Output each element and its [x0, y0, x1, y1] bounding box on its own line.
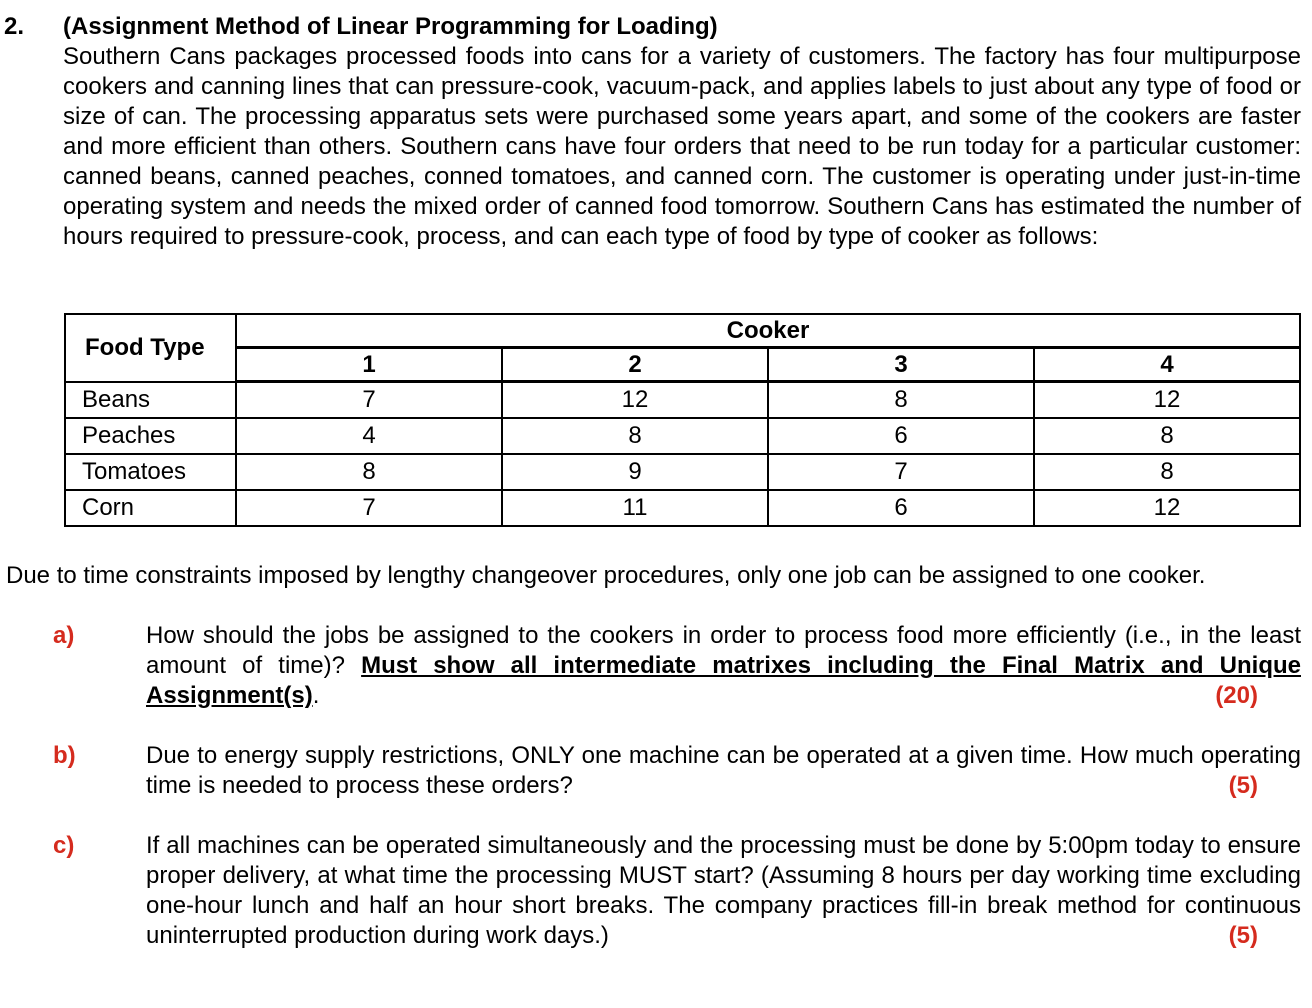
hours-cell: 7 — [768, 454, 1034, 490]
cooker-column-3: 3 — [768, 348, 1034, 382]
hours-cell: 8 — [1034, 418, 1300, 454]
hours-cell: 9 — [502, 454, 768, 490]
food-name: Peaches — [65, 418, 236, 454]
part-a-marks: (20) — [1215, 682, 1258, 709]
part-a — [0, 621, 1312, 711]
part-b-marks: (5) — [1228, 772, 1258, 799]
table-row — [65, 490, 1300, 526]
constraint-statement: Due to time constraints imposed by lengthy changeover procedures, only one job can be assigned to one cooker. — [6, 562, 1206, 589]
part-c — [0, 831, 1312, 951]
cooker-hours-table — [64, 313, 1301, 527]
hours-cell: 12 — [502, 382, 768, 419]
food-name: Tomatoes — [65, 454, 236, 490]
cooker-column-4: 4 — [1034, 348, 1300, 382]
table-row — [65, 418, 1300, 454]
table-header-row — [65, 314, 1300, 348]
part-a-end: . — [312, 682, 320, 709]
hours-cell: 4 — [236, 418, 502, 454]
question-title: (Assignment Method of Linear Programming for Loading) — [63, 13, 718, 40]
hours-cell: 8 — [502, 418, 768, 454]
cooker-column-1: 1 — [236, 348, 502, 382]
part-b-question: Due to energy supply restrictions, ONLY one machine can be operated at a given time. How much operating time is needed to process these orders? — [146, 742, 1301, 799]
part-a-label: a) — [53, 622, 75, 649]
hours-cell: 7 — [236, 490, 502, 526]
food-name: Beans — [65, 382, 236, 419]
part-c-marks: (5) — [1228, 922, 1258, 949]
question-number: 2. — [4, 13, 25, 40]
cooker-columns-row — [65, 348, 1300, 382]
hours-cell: 6 — [768, 490, 1034, 526]
table-row — [65, 454, 1300, 490]
cooker-group-header: Cooker — [236, 314, 1300, 348]
food-name: Corn — [65, 490, 236, 526]
hours-cell: 12 — [1034, 490, 1300, 526]
part-a-text: How should the jobs be assigned to the cookers in order to process food more efficiently (i.e., in the least amount of time)? — [146, 622, 1301, 679]
hours-cell: 11 — [502, 490, 768, 526]
hours-cell: 8 — [1034, 454, 1300, 490]
hours-cell: 8 — [236, 454, 502, 490]
part-b-label: b) — [53, 742, 76, 769]
hours-cell: 12 — [1034, 382, 1300, 419]
hours-cell: 7 — [236, 382, 502, 419]
hours-cell: 8 — [768, 382, 1034, 419]
part-a-emphasis: Must show all intermediate matrixes including the Final Matrix and Unique Assignment(s) — [146, 652, 1301, 709]
food-type-header: Food Type — [65, 314, 236, 382]
part-a-question — [146, 621, 1301, 711]
part-c-label: c) — [53, 832, 75, 859]
hours-cell: 6 — [768, 418, 1034, 454]
table-row — [65, 382, 1300, 419]
part-b — [0, 741, 1312, 801]
question-intro: Southern Cans packages processed foods into cans for a variety of customers. The factory has four multipurpose cookers and canning lines that can pressure-cook, vacuum-pack, and applies labels to just about any type of food or size of can. The processing apparatus sets were purchased some years apart, and some of the cookers are faster and more efficient than others. Southern cans have four orders that need to be run today for a particular customer: canned beans, canned peaches, conned tomatoes, and canned corn. The customer is operating under just-in-time operating system and needs the mixed order of canned food tomorrow. Southern Cans has estimated the number of hours required to pressure-cook, process, and can each type of food by type of cooker as follows: — [63, 43, 1301, 250]
cooker-column-2: 2 — [502, 348, 768, 382]
part-c-question: If all machines can be operated simultaneously and the processing must be done by 5:00pm today to ensure proper delivery, at what time the processing MUST start? (Assuming 8 hours per day working time excluding one-hour lunch and half an hour short breaks. The company practices fill-in break method for continuous uninterrupted production during work days.) — [146, 832, 1301, 949]
